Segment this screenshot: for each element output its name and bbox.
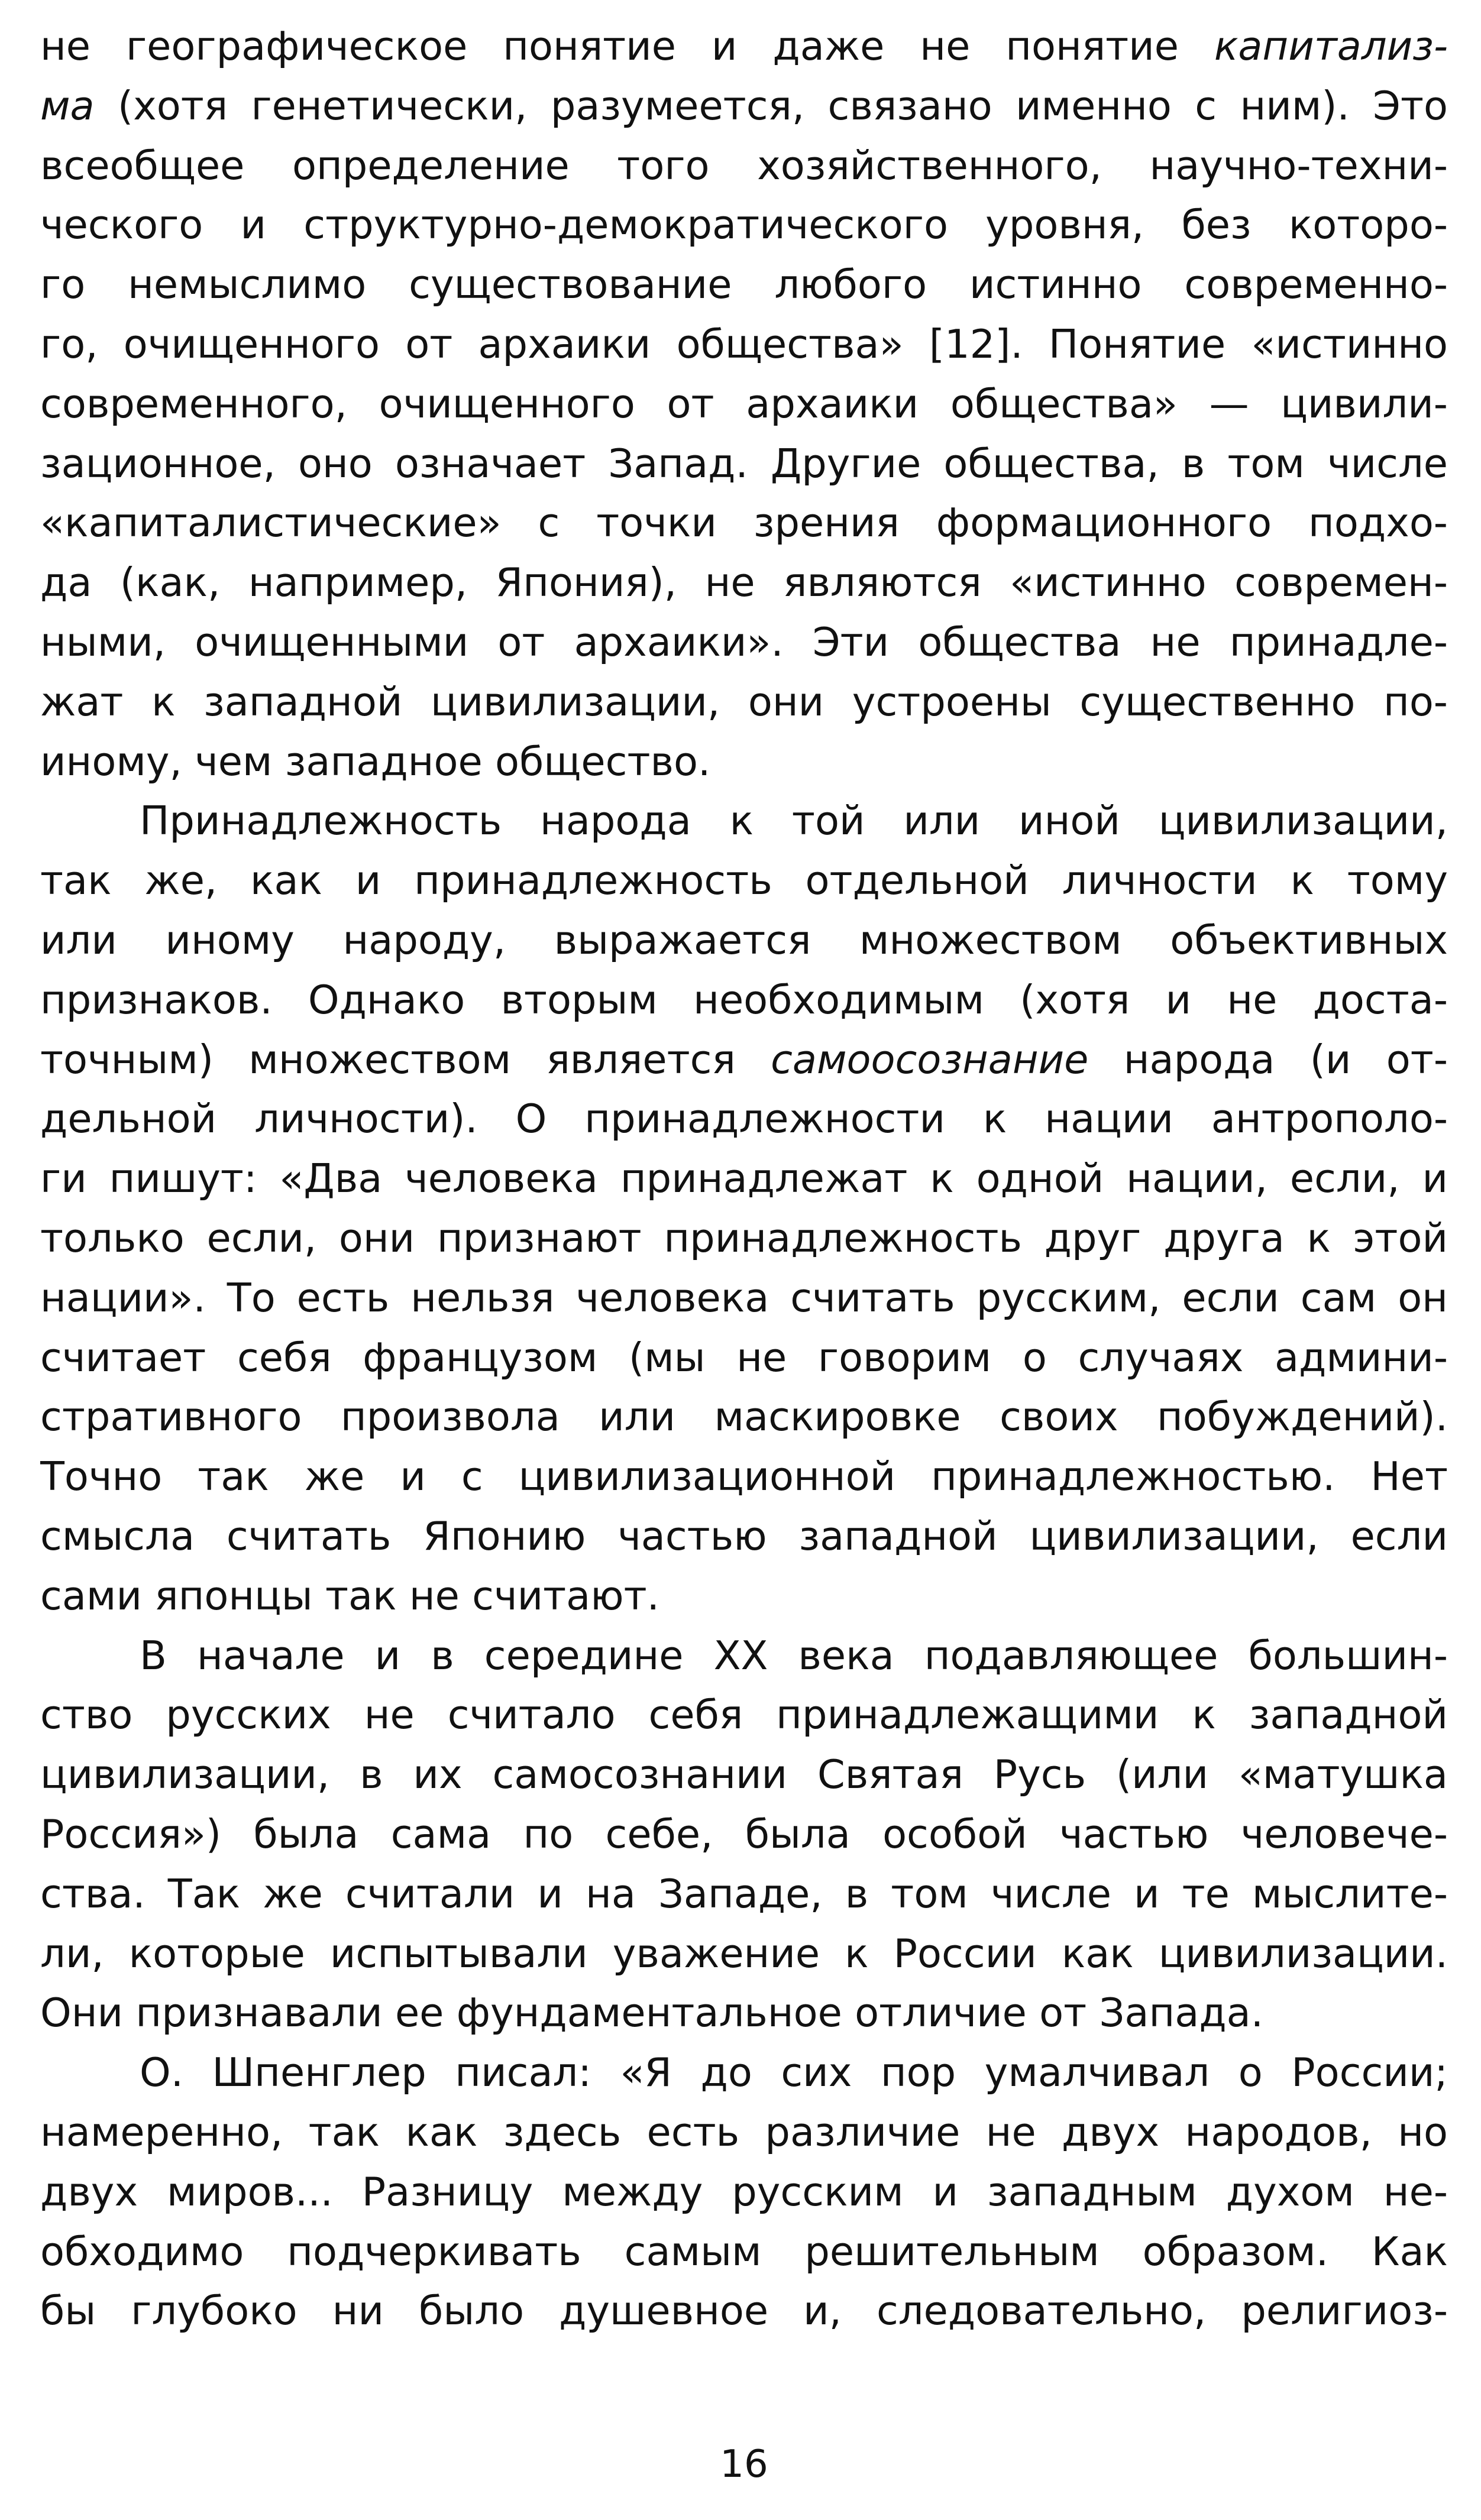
text-line [140,2043,1448,2102]
text-line [40,1805,1448,1864]
text-line [40,1447,1448,1506]
italic-text: капитализ- [1214,23,1448,69]
text-segment: стративного произвола или маскировке своих побуждений). [40,1394,1448,1440]
text-segment: Они признавали ее фундаментальное отличие от Запада. [40,1990,1264,2036]
book-page [40,17,1448,2512]
text-line [40,434,1448,493]
text-segment: зационное, оно означает Запад. Другие общества, в том числе [40,440,1448,487]
text-line [40,1745,1448,1804]
text-segment: Россия») была сама по себе, была особой частью человече- [40,1811,1448,1857]
text-segment: Точно так же и с цивилизационной принадлежностью. Нет [40,1453,1448,1499]
text-line [40,1030,1448,1089]
text-segment: «капиталистические» с точки зрения формационного подхо- [40,500,1448,546]
text-line [40,911,1448,970]
text-line [40,1924,1448,1983]
text-line [40,1268,1448,1327]
italic-text: ма [40,83,95,129]
text-segment: (хотя генетически, разумеется, связано именно с ним). Это [94,83,1448,129]
text-segment: жат к западной цивилизации, они устроены существенно по- [40,679,1448,725]
text-line [40,1507,1448,1566]
text-line [40,553,1448,612]
text-line [40,315,1448,374]
text-line [40,1685,1448,1744]
text-segment: иному, чем западное общество. [40,738,711,785]
text-line [40,2281,1448,2340]
text-line [40,2162,1448,2221]
text-line [40,672,1448,731]
text-segment: сами японцы так не считают. [40,1573,659,1619]
text-segment: ческого и структурно-демократического уровня, без которо- [40,202,1448,248]
text-segment: намеренно, так как здесь есть различие не двух народов, но [40,2109,1448,2155]
text-line [40,1089,1448,1148]
text-segment: двух миров... Разницу между русским и западным духом не- [40,2169,1448,2215]
text-segment: ными, очищенными от архаики». Эти общества не принадле- [40,619,1448,665]
text-segment: нации». То есть нельзя человека считать русским, если сам он [40,1275,1448,1321]
text-line [40,493,1448,552]
text-line [140,1626,1448,1685]
text-line [140,791,1448,850]
text-segment: В начале и в середине XX века подавляющее большин- [140,1633,1448,1679]
page-number: 16 [720,2443,768,2486]
text-line [40,255,1448,314]
text-line [40,1864,1448,1923]
text-segment: всеобщее определение того хозяйственного, научно-техни- [40,142,1448,189]
text-line [40,1387,1448,1446]
text-line [40,1149,1448,1208]
text-segment: ги пишут: «Два человека принадлежат к одной нации, если, и [40,1155,1448,1201]
text-segment: ли, которые испытывали уважение к России как цивилизации. [40,1931,1448,1977]
text-line [40,195,1448,254]
text-segment: Принадлежность народа к той или иной цивилизации, [140,798,1448,844]
text-segment: считает себя французом (мы не говорим о случаях админи- [40,1335,1448,1381]
text-segment: ства. Так же считали и на Западе, в том числе и те мыслите- [40,1871,1448,1917]
text-segment: дельной личности). О принадлежности к нации антрополо- [40,1096,1448,1142]
text-line [40,613,1448,672]
text-line [40,1209,1448,1268]
text-line [40,732,1448,791]
text-line [40,1983,1448,2042]
text-segment: бы глубоко ни было душевное и, следовательно, религиоз- [40,2288,1448,2334]
text-segment: народа (и от- [1088,1036,1448,1083]
italic-text: самоосознание [771,1036,1089,1083]
text-segment: го, очищенного от архаики общества» [12]. Понятие «истинно [40,321,1448,367]
text-line [40,2222,1448,2281]
text-line [40,17,1448,76]
text-line [40,374,1448,433]
text-segment: смысла считать Японию частью западной цивилизации, если [40,1513,1448,1559]
text-line [40,1566,1448,1625]
text-segment: или иному народу, выражается множеством объективных [40,917,1448,963]
text-segment: да (как, например, Япония), не являются «истинно современ- [40,559,1448,605]
text-segment: цивилизации, в их самосознании Святая Русь (или «матушка [40,1751,1448,1797]
text-line [40,851,1448,910]
text-segment: признаков. Однако вторым необходимым (хотя и не доста- [40,977,1448,1023]
text-segment: обходимо подчеркивать самым решительным образом. Как [40,2229,1448,2275]
text-line [40,136,1448,195]
text-line [40,1328,1448,1387]
text-segment: современного, очищенного от архаики общества» — цивили- [40,381,1448,427]
text-segment: ство русских не считало себя принадлежащими к западной [40,1692,1448,1738]
text-segment: го немыслимо существование любого истинно современно- [40,261,1448,307]
text-segment: О. Шпенглер писал: «Я до сих пор умалчивал о России; [140,2049,1448,2095]
text-segment: точным) множеством является [40,1036,771,1083]
text-line [40,2103,1448,2162]
text-segment: так же, как и принадлежность отдельной личности к тому [40,857,1448,903]
text-segment: не географическое понятие и даже не понятие [40,23,1214,69]
text-line [40,76,1448,135]
text-segment: только если, они признают принадлежность друг друга к этой [40,1215,1448,1261]
text-line [40,970,1448,1029]
